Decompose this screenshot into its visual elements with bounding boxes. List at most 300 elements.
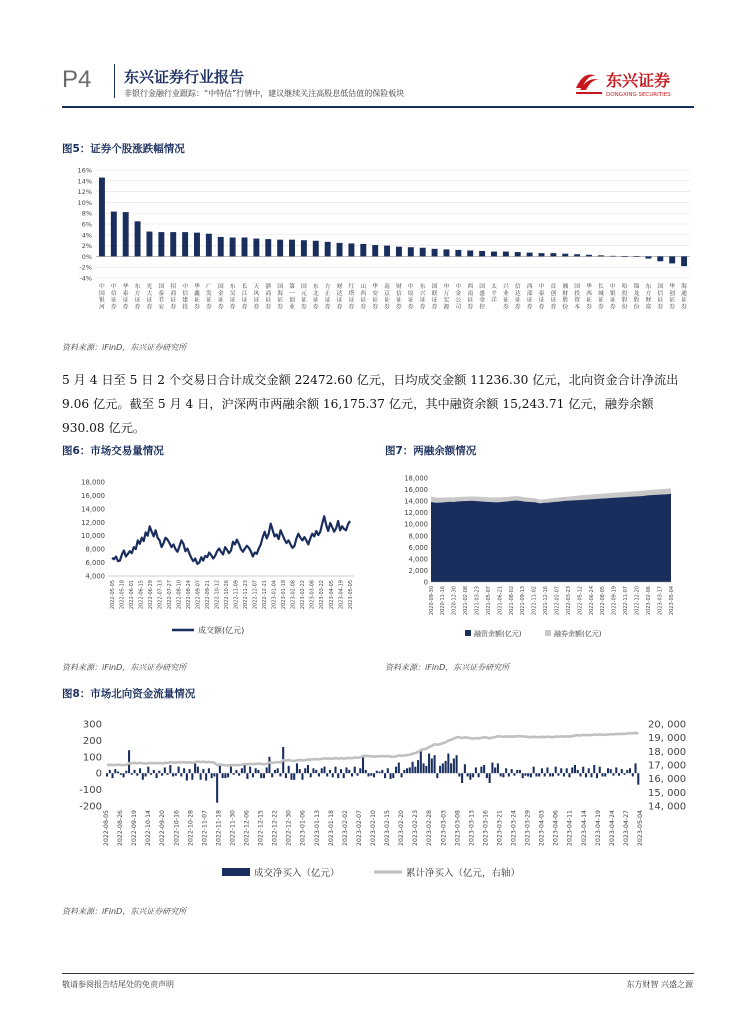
fig8-bar — [139, 768, 141, 773]
fig5-bar — [123, 212, 129, 256]
fig5-bar — [206, 234, 212, 257]
fig5-bar — [550, 253, 556, 256]
fig8-bar — [604, 773, 606, 776]
fig8-bar — [235, 770, 237, 773]
fig5-bar — [111, 212, 117, 257]
fig8-xtick-label: 2023-04-27 — [622, 810, 630, 846]
fig6-xtick-label: 2023-02-22 — [300, 580, 307, 610]
fig8-bar — [345, 767, 347, 773]
fig8-bar — [566, 768, 568, 773]
fig8-bar — [202, 769, 204, 773]
fig7-source: 资料来源：iFinD，东兴证券研究所 — [385, 663, 510, 672]
fig5-xtick-label: 方正证券 — [324, 284, 331, 311]
fig7-xtick-label: 2022-02-07 — [554, 586, 561, 616]
fig8-bar — [423, 763, 425, 773]
fig8-bar — [123, 773, 125, 777]
fig8-bar — [599, 767, 601, 774]
fig8-bar — [186, 773, 188, 780]
header-rule — [62, 106, 694, 108]
fig8-bar — [268, 757, 270, 773]
fig8-bar — [392, 773, 394, 778]
report-subtitle: 非银行金融行业跟踪：“中特估”行情中，建议继续关注高股息低估值的保险板块 — [124, 89, 405, 98]
fig8-xtick-label: 2022-11-30 — [229, 810, 237, 846]
fig8-xtick-label: 2022-12-22 — [271, 810, 279, 846]
fig8-xtick-label: 2023-04-11 — [566, 810, 574, 846]
fig5-xtick-label: 华鑫证券 — [194, 284, 200, 311]
fig8-bar — [290, 773, 292, 780]
fig8-xtick-label: 2022-08-05 — [103, 810, 110, 846]
fig8-bar — [175, 773, 177, 775]
fig5-bar — [622, 256, 628, 257]
fig8-ytick-right-label: 19, 000 — [648, 733, 687, 745]
fig8-bar — [312, 768, 314, 773]
fig7-xtick-label: 2022-11-07 — [623, 586, 630, 616]
fig8-bar — [230, 767, 232, 774]
fig6-ytick-label: 18,000 — [81, 478, 105, 487]
fig8-xtick-label: 2022-10-16 — [173, 810, 181, 846]
fig8-bar — [334, 767, 336, 774]
fig5-bar — [645, 256, 651, 258]
fig8-bar — [489, 773, 491, 783]
fig8-bar — [351, 773, 353, 776]
fig5-bar — [396, 247, 402, 257]
fig8-ytick-left-label: 200 — [82, 735, 102, 747]
fig8-bar — [189, 769, 191, 773]
fig5-xtick-label: 财达证券 — [336, 284, 343, 311]
fig6-xtick-label: 2022-12-07 — [252, 580, 259, 610]
fig8-xtick-label: 2023-04-06 — [552, 810, 560, 846]
header-divider — [114, 64, 115, 98]
fig5-bar — [408, 247, 414, 256]
fig6-xtick-label: 2022-06-29 — [147, 580, 154, 610]
fig8-bar — [222, 773, 224, 778]
fig8-ytick-right-label: 17, 000 — [648, 760, 687, 772]
company-logo — [574, 66, 694, 100]
fig8-bar — [541, 768, 543, 773]
fig5-ytick-label: 2% — [81, 242, 92, 251]
fig6-chart — [62, 472, 362, 642]
fig5-xtick-label: 国海证券 — [277, 284, 284, 311]
fig6-ytick-label: 6,000 — [85, 559, 105, 568]
fig8-bar — [180, 773, 182, 776]
fig8-bar — [340, 769, 342, 773]
fig5-bar — [455, 250, 461, 256]
fig8-bar — [511, 769, 513, 773]
fig8-bar — [153, 770, 155, 773]
fig8-bar — [417, 760, 419, 773]
fig7-xtick-label: 2020-12-30 — [451, 586, 458, 616]
fig8-bar — [178, 767, 180, 774]
fig8-bar — [106, 773, 108, 776]
fig8-bar — [456, 755, 458, 773]
fig8-bar — [381, 770, 383, 773]
fig8-xtick-label: 2023-02-23 — [412, 810, 420, 846]
fig7-xtick-label: 2021-09-13 — [520, 586, 527, 616]
fig6-xtick-label: 2022-11-23 — [243, 580, 250, 610]
fig7-chart — [385, 470, 695, 642]
fig5-xtick-label: 华安证券 — [372, 284, 379, 311]
fig7-legend-swatch — [545, 630, 551, 636]
fig8-bar — [453, 758, 455, 773]
fig8-bar — [274, 770, 276, 773]
fig8-bar — [252, 773, 254, 777]
fig5-xtick-label: 信达证券 — [514, 284, 521, 311]
fig8-xtick-label: 2022-10-28 — [187, 810, 195, 846]
fig8-bar — [431, 758, 433, 773]
fig8-bar — [475, 767, 477, 773]
fig6-xtick-label: 2022-09-21 — [205, 580, 211, 610]
fig5-xtick-label: 国信证券 — [657, 284, 664, 311]
fig5-xtick-label: 西南证券 — [467, 284, 474, 311]
fig8-xtick-label: 2022-10-14 — [145, 810, 153, 846]
fig7-ytick-label: 8,000 — [408, 532, 428, 541]
fig6-title: 图6：市场交易量情况 — [62, 445, 164, 457]
fig8-bar — [299, 769, 301, 773]
fig5-bar — [562, 254, 568, 257]
fig5-bar — [515, 252, 521, 256]
fig8-legend-swatch — [222, 868, 250, 876]
fig8-bar — [535, 773, 537, 776]
fig5-bar — [669, 256, 675, 263]
fig8-bar — [601, 773, 603, 776]
fig8-xtick-label: 2022-11-18 — [215, 810, 223, 846]
fig8-bar — [257, 770, 259, 773]
fig7-legend-label: 融资余额(亿元) — [474, 630, 522, 638]
fig8-legend-label: 成交净买入（亿元） — [254, 868, 340, 879]
fig6-xtick-label: 2023-01-18 — [281, 580, 288, 610]
fig5-bar — [610, 256, 616, 257]
fig8-xtick-label: 2023-04-03 — [538, 810, 546, 846]
fig5-bar — [634, 256, 640, 257]
fig8-bar — [367, 773, 369, 776]
fig8-bar — [390, 773, 392, 779]
fig8-bar — [164, 767, 166, 773]
fig5-xtick-label: 国投资本 — [574, 284, 581, 311]
fig8-bar — [307, 765, 309, 773]
fig8-bar — [579, 773, 581, 776]
logo-subtext: DONGXING SECURITIES — [606, 92, 671, 98]
fig7-xtick-label: 2023-05-04 — [668, 586, 675, 616]
fig6-xtick-label: 2023-03-22 — [319, 580, 326, 610]
fig8-xtick-label: 2023-04-24 — [608, 810, 616, 846]
fig5-xtick-label: 申万宏源 — [443, 284, 450, 311]
fig8-bar — [200, 773, 202, 780]
fig5-xtick-label: 南京证券 — [384, 284, 390, 311]
fig8-bar — [213, 773, 215, 776]
fig5-bar — [146, 232, 152, 257]
fig5-bar — [372, 245, 378, 256]
fig8-bar — [356, 773, 358, 775]
fig8-bar — [233, 773, 235, 775]
fig8-bar — [552, 773, 554, 776]
fig5-bar — [681, 256, 687, 266]
fig5-xtick-label: 东吴证券 — [229, 284, 236, 311]
fig8-source: 资料来源：iFinD，东兴证券研究所 — [62, 907, 187, 916]
fig5-ytick-label: 10% — [77, 198, 92, 207]
fig6-xtick-label: 2023-02-08 — [290, 580, 297, 610]
footer-slogan: 东方财智 兴盛之源 — [626, 980, 693, 989]
fig5-bar — [574, 254, 580, 256]
fig7-ytick-label: 14,000 — [404, 497, 428, 506]
fig5-xtick-label: 国盛金控 — [479, 284, 486, 311]
fig8-bar — [288, 766, 290, 773]
fig8-bar — [211, 773, 213, 778]
fig8-bar — [161, 773, 163, 775]
fig8-bar — [194, 763, 196, 773]
fig8-bar — [527, 773, 529, 776]
fig7-legend-swatch — [465, 630, 471, 636]
fig5-bar — [598, 255, 604, 256]
fig8-ytick-left-label: 0 — [95, 768, 102, 780]
fig5-bar — [135, 221, 141, 256]
fig8-bar — [296, 763, 298, 773]
fig8-bar — [409, 767, 411, 773]
fig5-bar — [586, 255, 592, 257]
fig8-bar — [585, 773, 587, 777]
fig8-xtick-label: 2023-02-07 — [355, 810, 363, 846]
fig7-xtick-label: 2021-02-08 — [463, 586, 470, 616]
fig5-bar — [503, 252, 509, 257]
fig7-title: 图7：两融余额情况 — [385, 445, 477, 457]
fig8-bar — [131, 773, 133, 775]
fig8-bar — [478, 773, 480, 777]
fig5-ytick-label: 12% — [77, 188, 92, 197]
fig8-bar — [436, 773, 438, 778]
fig5-xtick-label: 太平洋 — [491, 284, 497, 304]
fig8-xtick-label: 2022-12-15 — [257, 810, 265, 846]
fig5-bar — [467, 250, 473, 256]
fig8-bar — [439, 766, 441, 773]
fig8-bar — [445, 761, 447, 773]
fig8-bar — [469, 773, 471, 780]
fig8-bar — [442, 763, 444, 773]
fig5-bar — [420, 248, 426, 257]
fig8-xtick-label: 2023-03-03 — [440, 810, 448, 846]
fig8-xtick-label: 2023-03-13 — [468, 810, 476, 846]
fig8-bar — [513, 773, 515, 775]
fig5-chart — [62, 164, 694, 334]
fig5-xtick-label: 兴业证券 — [502, 284, 509, 311]
fig5-xtick-label: 中银证券 — [609, 284, 616, 311]
fig8-xtick-label: 2023-03-08 — [454, 810, 462, 846]
fig7-xtick-label: 2020-09-30 — [428, 586, 435, 616]
fig8-bar — [387, 768, 389, 773]
fig8-bar — [120, 773, 122, 775]
fig8-bar — [403, 770, 405, 773]
fig8-bar — [607, 768, 609, 773]
fig8-bar — [365, 770, 367, 773]
fig8-bar — [425, 766, 427, 773]
fig5-xtick-label: 红塔证券 — [348, 284, 355, 311]
fig8-legend-label: 累计净买入（亿元，右轴） — [406, 868, 521, 879]
fig7-ytick-label: 18,000 — [404, 474, 428, 483]
fig7-xtick-label: 2023-03-17 — [657, 586, 664, 616]
fig8-bar — [147, 767, 149, 774]
fig8-bar — [461, 773, 463, 783]
fig8-xtick-label: 2023-04-14 — [580, 810, 588, 846]
fig8-bar — [555, 767, 557, 774]
fig8-bar — [332, 773, 334, 777]
fig6-ytick-label: 16,000 — [81, 491, 105, 500]
fig7-series1-area — [431, 494, 671, 582]
fig8-xtick-label: 2023-03-21 — [496, 810, 504, 846]
fig6-xtick-label: 2022-07-13 — [157, 580, 164, 610]
fig8-xtick-label: 2023-03-24 — [510, 810, 518, 846]
fig8-bar — [621, 769, 623, 773]
fig8-bar — [428, 754, 430, 774]
fig8-bar — [464, 764, 466, 773]
fig5-xtick-label: 锦龙股份 — [633, 284, 640, 311]
fig8-bar — [544, 773, 546, 776]
fig8-bar — [401, 773, 403, 777]
fig5-ytick-label: 14% — [77, 177, 92, 186]
fig7-ytick-label: 0 — [423, 578, 428, 587]
fig6-xtick-label: 2022-10-26 — [224, 580, 231, 610]
fig8-bar — [384, 773, 386, 778]
fig6-source: 资料来源：iFinD，东兴证券研究所 — [62, 663, 187, 672]
fig8-xtick-label: 2022-09-20 — [159, 810, 167, 846]
fig5-xtick-label: 华创证券 — [669, 284, 676, 311]
fig8-bar — [142, 773, 144, 780]
fig8-title: 图8：市场北向资金流量情况 — [62, 688, 196, 700]
fig5-xtick-label: 中国银河 — [99, 284, 105, 311]
fig6-xtick-label: 2022-09-07 — [195, 580, 202, 610]
fig8-bar — [117, 772, 119, 774]
fig7-ytick-label: 4,000 — [408, 555, 428, 564]
fig8-bar — [632, 773, 634, 776]
fig5-xtick-label: 中原证券 — [407, 284, 414, 311]
fig5-xtick-label: 首创证券 — [550, 284, 557, 311]
fig8-chart — [62, 714, 694, 886]
fig5-xtick-label: 国金证券 — [217, 284, 224, 311]
fig8-bar — [486, 773, 488, 778]
fig8-bar — [293, 773, 295, 780]
fig5-xtick-label: 海通证券 — [681, 284, 687, 311]
fig8-bar — [557, 773, 559, 775]
fig8-bar — [249, 767, 251, 774]
fig7-legend-label: 融券余额(亿元) — [554, 630, 602, 638]
fig8-bar — [241, 768, 243, 773]
fig8-bar — [337, 773, 339, 778]
fig8-ytick-left-label: 100 — [82, 752, 102, 764]
fig8-bar — [420, 750, 422, 773]
fig8-bar — [191, 773, 193, 780]
fig5-bar — [242, 238, 248, 257]
fig5-xtick-label: 长城证券 — [597, 284, 604, 311]
fig8-bar — [497, 763, 499, 773]
fig5-bar — [194, 233, 200, 257]
fig8-bar — [224, 773, 226, 778]
fig5-xtick-label: 东兴证券 — [419, 284, 426, 311]
fig5-bar — [527, 253, 533, 257]
fig5-bar — [158, 232, 164, 256]
fig8-bar — [238, 773, 240, 775]
fig5-ytick-label: -4% — [79, 274, 92, 283]
fig8-bar — [315, 770, 317, 773]
fig8-xtick-label: 2022-08-26 — [117, 810, 125, 846]
fig7-ytick-label: 6,000 — [408, 543, 428, 552]
fig7-xtick-label: 2021-03-23 — [474, 586, 481, 616]
fig6-xtick-label: 2022-08-10 — [176, 580, 183, 610]
fig8-bar — [183, 768, 185, 773]
report-title: 东兴证券行业报告 — [124, 68, 245, 86]
fig8-bar — [447, 754, 449, 774]
fig8-bar — [483, 765, 485, 773]
fig6-ytick-label: 4,000 — [85, 572, 105, 581]
fig5-bar — [432, 249, 438, 257]
fig5-bar — [337, 243, 343, 257]
fig5-xtick-label: 国元证券 — [300, 284, 307, 311]
fig8-xtick-label: 2022-12-30 — [285, 810, 293, 846]
fig8-bar — [323, 767, 325, 774]
fig5-xtick-label: 浙商证券 — [265, 284, 272, 311]
fig6-xtick-label: 2022-07-27 — [166, 580, 173, 610]
fig5-bar — [313, 241, 319, 257]
fig8-bar — [227, 773, 229, 777]
fig5-ytick-label: -2% — [79, 263, 92, 272]
fig8-bar — [467, 773, 469, 776]
fig7-xtick-label: 2021-12-16 — [543, 586, 550, 616]
fig8-bar — [310, 773, 312, 777]
fig6-ytick-label: 8,000 — [85, 545, 105, 554]
fig8-bar — [379, 772, 381, 774]
fig8-bar — [136, 773, 138, 775]
fig6-xtick-label: 2023-05-05 — [347, 580, 354, 610]
fig6-xtick-label: 2022-12-21 — [262, 580, 269, 610]
fig8-bar — [546, 767, 548, 773]
fig8-xtick-label: 2023-02-20 — [398, 810, 406, 846]
fig7-xtick-label: 2020-11-16 — [440, 586, 447, 616]
fig5-ytick-label: 8% — [81, 209, 92, 218]
page-number: P4 — [62, 66, 92, 93]
fig8-bar — [568, 773, 570, 777]
fig6-xtick-label: 2022-06-15 — [138, 580, 145, 610]
fig5-bar — [657, 256, 663, 261]
fig8-bar — [549, 773, 551, 776]
fig8-bar — [458, 773, 460, 776]
fig8-bar — [114, 769, 116, 773]
fig8-bar — [219, 766, 221, 773]
fig5-ytick-label: 16% — [77, 166, 92, 175]
fig8-bar — [502, 773, 504, 777]
fig6-legend-label: 成交额(亿元) — [198, 626, 245, 635]
fig8-bar — [285, 773, 287, 778]
fig8-bar — [577, 770, 579, 773]
fig8-bar — [500, 773, 502, 776]
fig8-bar — [612, 773, 614, 775]
fig8-bar — [128, 750, 130, 773]
fig8-bar — [301, 773, 303, 780]
fig5-ytick-label: 6% — [81, 220, 92, 229]
fig5-xtick-label: 国泰君安 — [158, 284, 165, 311]
fig8-bar — [491, 763, 493, 774]
fig5-bar — [479, 251, 485, 256]
fig6-xtick-label: 2023-03-08 — [309, 580, 316, 610]
fig8-ytick-right-label: 15, 000 — [648, 787, 687, 799]
fig8-bar — [169, 765, 171, 773]
fig6-xtick-label: 2022-11-09 — [233, 580, 240, 610]
fig8-bar — [494, 767, 496, 773]
fig5-bar — [360, 244, 366, 256]
fig8-ytick-right-label: 16, 000 — [648, 774, 687, 786]
fig8-bar — [563, 773, 565, 776]
fig6-ytick-label: 10,000 — [81, 532, 105, 541]
fig5-xtick-label: 中信建投 — [182, 284, 189, 311]
fig8-bar — [398, 763, 400, 774]
fig7-xtick-label: 2023-02-06 — [645, 586, 652, 616]
fig8-bar — [277, 768, 279, 773]
fig8-bar — [533, 767, 535, 774]
